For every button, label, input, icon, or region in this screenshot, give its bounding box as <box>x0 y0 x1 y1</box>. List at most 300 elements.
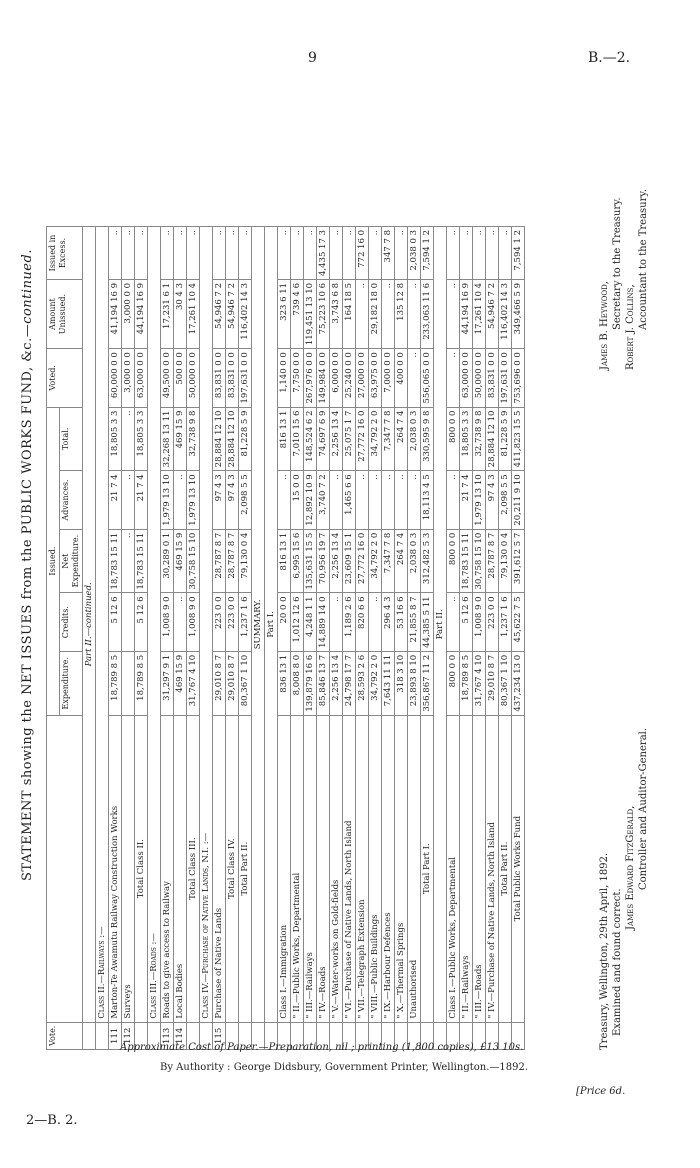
cell-adv: .. <box>278 471 291 529</box>
cell-cr: 1,008 9 0 <box>187 593 200 651</box>
cell-vot: 753,696 0 0 <box>512 349 525 407</box>
rotated-statement <box>20 80 670 1050</box>
cell-tot: 7,010 15 6 <box>291 407 304 471</box>
cell-net: 391,612 5 7 <box>512 529 525 593</box>
cell-exp: 437,234 13 0 <box>512 651 525 715</box>
cell-exc: 4,435 17 3 <box>317 227 330 280</box>
cell-exp: 18,789 8 5 <box>135 651 148 715</box>
item-name: Total Public Works Fund <box>512 715 525 1022</box>
cell-exc: .. <box>473 227 486 280</box>
cell-exc: .. <box>486 227 499 280</box>
cell-net: 2,038 0 3 <box>408 529 421 593</box>
cell-un: 29,182 18 0 <box>369 279 382 348</box>
cell-tot: 28,884 12 10 <box>213 407 226 471</box>
authority-line: By Authority : George Didsbury, Government Printer, Wellington.—1892. <box>160 1062 529 1073</box>
cell-vot: 267,976 0 0 <box>304 349 317 407</box>
table-body <box>83 227 525 1050</box>
cell-vot: 83,831 0 0 <box>226 349 239 407</box>
cell-adv: 97 4 3 <box>486 471 499 529</box>
cell-adv: .. <box>356 471 369 529</box>
cell-vot: 60,000 0 0 <box>109 349 122 407</box>
cell-vot: 63,975 0 0 <box>369 349 382 407</box>
item-name: Total Class II. <box>135 715 148 1022</box>
vote-cell: 111 <box>109 1022 122 1049</box>
cell-adv: .. <box>447 471 460 529</box>
col-excess: Issued in Excess. <box>47 227 83 280</box>
cell-tot: 32,738 9 8 <box>187 407 200 471</box>
table-row <box>473 227 486 1050</box>
cell-adv: 21 7 4 <box>109 471 122 529</box>
cell-cr: 20 0 0 <box>278 593 291 651</box>
cell-vot: 83,831 0 0 <box>486 349 499 407</box>
cell-tot: .. <box>122 407 135 471</box>
cell-un: 323 6 11 <box>278 279 291 348</box>
cell-tot: 2,256 13 4 <box>330 407 343 471</box>
cell-tot: 469 15 9 <box>174 407 187 471</box>
cell-exc: 7,594 1 2 <box>421 227 434 280</box>
cell-net: 800 0 0 <box>447 529 460 593</box>
cell-tot: 34,792 2 0 <box>369 407 382 471</box>
cell-vot: 25,240 0 0 <box>343 349 356 407</box>
heading-text: Part II. <box>434 227 447 1023</box>
cell-exc: .. <box>304 227 317 280</box>
cell-vot: 3,000 0 0 <box>122 349 135 407</box>
table-row <box>304 227 317 1050</box>
section-heading <box>434 227 447 1050</box>
cell-exp: 85,846 13 7 <box>317 651 330 715</box>
cell-net: 312,482 5 3 <box>421 529 434 593</box>
cell-cr: 223 0 0 <box>213 593 226 651</box>
cell-vot: .. <box>447 349 460 407</box>
cell-net: 18,783 15 11 <box>460 529 473 593</box>
cell-adv: .. <box>174 471 187 529</box>
cell-cr: 14,889 14 0 <box>317 593 330 651</box>
cell-un: 3,743 6 8 <box>330 279 343 348</box>
cell-vot: 197,631 0 0 <box>239 349 252 407</box>
table-row <box>291 227 304 1050</box>
col-advances: Advances. <box>60 471 83 529</box>
cell-cr: .. <box>447 593 460 651</box>
cell-net: 135,631 15 5 <box>304 529 317 593</box>
cell-exp: 139,879 16 6 <box>304 651 317 715</box>
cell-un: 116,402 14 3 <box>499 279 512 348</box>
cell-net: 469 15 9 <box>174 529 187 593</box>
cell-exc: .. <box>330 227 343 280</box>
cell-adv: 2,098 5 5 <box>499 471 512 529</box>
cell-net: 28,787 8 7 <box>486 529 499 593</box>
cell-cr: 820 6 6 <box>356 593 369 651</box>
item-name: " VI.—Purchase of Native Lands, North Island <box>343 715 356 1022</box>
cell-tot: 28,884 12 10 <box>486 407 499 471</box>
cell-net: 816 13 1 <box>278 529 291 593</box>
cell-adv: 3,740 7 2 <box>317 471 330 529</box>
cell-cr: .. <box>369 593 382 651</box>
cell-adv: 1,979 13 10 <box>161 471 174 529</box>
cell-un: 739 4 6 <box>291 279 304 348</box>
cell-exp: 836 13 1 <box>278 651 291 715</box>
cell-tot: 32,738 9 8 <box>473 407 486 471</box>
cell-tot: 411,823 15 5 <box>512 407 525 471</box>
cell-un: 3,000 0 0 <box>122 279 135 348</box>
heading-text: Part II.—continued. <box>83 227 96 1023</box>
table-row <box>486 227 499 1050</box>
section-heading <box>96 227 109 1050</box>
cell-tot: 800 0 0 <box>447 407 460 471</box>
cell-vot: 400 0 0 <box>395 349 408 407</box>
cell-un: .. <box>447 279 460 348</box>
cell-exp: 28,593 2 6 <box>356 651 369 715</box>
vote-cell: 113 <box>161 1022 174 1049</box>
cell-vot: 197,631 0 0 <box>499 349 512 407</box>
document-code: B.—2. <box>588 50 631 66</box>
table-row <box>161 227 174 1050</box>
cell-net: 23,609 15 1 <box>343 529 356 593</box>
cell-tot: 28,884 12 10 <box>226 407 239 471</box>
cell-cr: 1,237 1 6 <box>239 593 252 651</box>
cell-exc: .. <box>161 227 174 280</box>
cell-adv: 15 0 0 <box>291 471 304 529</box>
statement-title: STATEMENT showing the NET ISSUES from the PUBLIC WORKS FUND, &c.—continued. <box>20 249 35 881</box>
cell-exc: .. <box>174 227 187 280</box>
cell-exp: 31,297 9 1 <box>161 651 174 715</box>
cell-adv: 97 4 3 <box>213 471 226 529</box>
cell-tot: 7,347 7 8 <box>382 407 395 471</box>
table-row <box>330 227 343 1050</box>
price: [Price 6d. <box>576 1086 626 1097</box>
item-name: Total Part II. <box>499 715 512 1022</box>
cell-vot: 556,065 0 0 <box>421 349 434 407</box>
heading-text: Class II.—Railways :— <box>96 227 109 1023</box>
item-name: Local Bodies <box>174 715 187 1022</box>
cell-vot: 63,000 0 0 <box>135 349 148 407</box>
cell-exc: .. <box>447 227 460 280</box>
cell-vot: 500 0 0 <box>174 349 187 407</box>
cell-net: 6,995 15 6 <box>291 529 304 593</box>
total-row <box>499 227 512 1050</box>
item-name: " IV.—Purchase of Native Lands, North Island <box>486 715 499 1022</box>
item-name: Total Part I. <box>421 715 434 1022</box>
item-name: " II.—Railways <box>460 715 473 1022</box>
item-name: Purchase of Native Lands <box>213 715 226 1022</box>
cell-net: 79,130 0 4 <box>239 529 252 593</box>
cell-adv: .. <box>382 471 395 529</box>
total-row <box>226 227 239 1050</box>
item-name: " II.—Public Works, Departmental <box>291 715 304 1022</box>
item-name: Unauthorised <box>408 715 421 1022</box>
item-name: " IX.—Harbour Defences <box>382 715 395 1022</box>
cell-exc: .. <box>395 227 408 280</box>
table-row <box>395 227 408 1050</box>
item-name: Total Class IV. <box>226 715 239 1022</box>
table-row <box>382 227 395 1050</box>
cell-un: .. <box>382 279 395 348</box>
cell-exp: 29,010 8 7 <box>486 651 499 715</box>
cell-un: 119,451 13 10 <box>304 279 317 348</box>
table-row <box>278 227 291 1050</box>
table-row <box>213 227 226 1050</box>
item-name: Class I.—Public Works, Departmental <box>447 715 460 1022</box>
cell-cr: .. <box>330 593 343 651</box>
section-heading <box>265 227 278 1050</box>
cell-tot: 32,268 13 11 <box>161 407 174 471</box>
item-name: Class I.—Immigration <box>278 715 291 1022</box>
cell-exp: 80,367 1 10 <box>499 651 512 715</box>
cell-cr: 21,855 8 7 <box>408 593 421 651</box>
cell-un: 75,223 10 6 <box>317 279 330 348</box>
cell-un: 349,466 5 9 <box>512 279 525 348</box>
cell-adv: .. <box>408 471 421 529</box>
col-voted: Voted. <box>47 349 83 407</box>
cell-vot: 27,000 0 0 <box>356 349 369 407</box>
cell-adv: 97 4 3 <box>226 471 239 529</box>
item-name: " V.—Water-works on Gold-fields <box>330 715 343 1022</box>
cell-exc: .. <box>239 227 252 280</box>
cell-cr: 4,248 1 1 <box>304 593 317 651</box>
cell-adv: .. <box>122 471 135 529</box>
cell-exc: .. <box>135 227 148 280</box>
cell-exc: .. <box>122 227 135 280</box>
cell-vot: 83,831 0 0 <box>213 349 226 407</box>
cell-exp: 7,643 11 11 <box>382 651 395 715</box>
col-total: Total. <box>60 407 83 471</box>
cell-un: 164 18 5 <box>343 279 356 348</box>
cell-tot: 264 7 4 <box>395 407 408 471</box>
heading-text: Class IV.—Purchase of Native Lands, N.I. :— <box>200 227 213 1023</box>
item-name: Total Class III. <box>187 715 200 1022</box>
cell-un: 135 12 8 <box>395 279 408 348</box>
cell-adv: 21 7 4 <box>135 471 148 529</box>
col-unissued: Amount Unissued. <box>47 279 83 348</box>
cell-exp: 24,798 17 7 <box>343 651 356 715</box>
col-name <box>47 715 83 1022</box>
cell-tot: 18,805 3 3 <box>460 407 473 471</box>
cell-tot: 74,697 6 9 <box>317 407 330 471</box>
cost-note: Approximate Cost of Paper.—Preparation, nil ; printing (1,800 copies), £13 10s. <box>120 1042 524 1053</box>
cell-exp: 23,893 8 10 <box>408 651 421 715</box>
cell-exp: 469 15 9 <box>174 651 187 715</box>
statement-table <box>46 226 525 1050</box>
cell-vot: 7,750 0 0 <box>291 349 304 407</box>
section-heading <box>148 227 161 1050</box>
cell-net: 264 7 4 <box>395 529 408 593</box>
cell-cr: 5 12 6 <box>109 593 122 651</box>
cell-exc: .. <box>369 227 382 280</box>
cell-un: 17,231 6 1 <box>161 279 174 348</box>
cell-adv: .. <box>395 471 408 529</box>
table-row <box>109 227 122 1050</box>
cell-tot: 25,075 1 7 <box>343 407 356 471</box>
cell-cr: 1,237 1 6 <box>499 593 512 651</box>
cell-cr: 53 16 6 <box>395 593 408 651</box>
cell-un: 233,063 11 6 <box>421 279 434 348</box>
cell-exc: 7,594 1 2 <box>512 227 525 280</box>
cell-exp <box>122 651 135 715</box>
cell-vot: .. <box>408 349 421 407</box>
cell-adv: 1,979 13 10 <box>473 471 486 529</box>
col-credits: Credits. <box>60 593 83 651</box>
cell-exc: .. <box>213 227 226 280</box>
total-row <box>187 227 200 1050</box>
table-row <box>343 227 356 1050</box>
signature-right: James B. Heywood, Secretary to the Treasury. Robert J. Collins, Accountant to the Treasury. <box>599 189 649 370</box>
cell-exc: .. <box>109 227 122 280</box>
total-row <box>421 227 434 1050</box>
cell-exp: 18,789 8 5 <box>460 651 473 715</box>
vote-cell: 112 <box>122 1022 135 1049</box>
col-vote: Vote. <box>47 1022 83 1049</box>
section-heading <box>252 227 265 1050</box>
cell-vot: 50,000 0 0 <box>187 349 200 407</box>
cell-net: 18,783 15 11 <box>109 529 122 593</box>
cell-net: 30,758 15 10 <box>473 529 486 593</box>
cell-exc: .. <box>226 227 239 280</box>
table-row <box>447 227 460 1050</box>
cell-adv: 20,211 9 10 <box>512 471 525 529</box>
cell-un: 54,946 7 2 <box>486 279 499 348</box>
cell-net: 28,787 8 7 <box>213 529 226 593</box>
heading-text: SUMMARY. <box>252 227 265 1023</box>
cell-vot: 149,984 0 0 <box>317 349 330 407</box>
cell-un: 30 4 3 <box>174 279 187 348</box>
cell-un: 54,946 7 2 <box>213 279 226 348</box>
cell-cr: 223 0 0 <box>226 593 239 651</box>
heading-text: Part I. <box>265 227 278 1023</box>
cell-vot: 1,140 0 0 <box>278 349 291 407</box>
cell-tot: 81,228 5 9 <box>499 407 512 471</box>
item-name: " III.—Roads <box>473 715 486 1022</box>
table-row <box>408 227 421 1050</box>
cell-exc: .. <box>343 227 356 280</box>
table-row <box>369 227 382 1050</box>
cell-adv: 2,098 5 5 <box>239 471 252 529</box>
cell-tot: 148,524 6 2 <box>304 407 317 471</box>
cell-exc: .. <box>278 227 291 280</box>
cell-net: .. <box>122 529 135 593</box>
cell-exp: 31,767 4 10 <box>187 651 200 715</box>
cell-net: 34,792 2 0 <box>369 529 382 593</box>
cell-exc: .. <box>187 227 200 280</box>
table-row <box>356 227 369 1050</box>
cell-cr: 1,189 2 6 <box>343 593 356 651</box>
section-heading <box>200 227 213 1050</box>
vote-cell: 114 <box>174 1022 187 1049</box>
table-row <box>460 227 473 1050</box>
table-row <box>317 227 330 1050</box>
item-name: " IV.—Roads <box>317 715 330 1022</box>
cell-exp: 356,867 11 2 <box>421 651 434 715</box>
cell-exp: 31,767 4 10 <box>473 651 486 715</box>
bottom-code: 2—B. 2. <box>26 1113 78 1128</box>
item-name: " X.—Thermal Springs <box>395 715 408 1022</box>
item-name: " III.—Railways <box>304 715 317 1022</box>
cell-un: 44,194 16 9 <box>135 279 148 348</box>
total-row <box>512 227 525 1050</box>
cell-cr: 5 12 6 <box>460 593 473 651</box>
cell-tot: 18,805 3 3 <box>109 407 122 471</box>
cell-adv: 1,979 13 10 <box>187 471 200 529</box>
cell-exc: 2,038 0 3 <box>408 227 421 280</box>
signature-left: Treasury, Wellington, 29th April, 1892. Examined and found correct. James Edward FitzGerald, Controller and Auditor-General. <box>599 727 649 1050</box>
cell-cr: 223 0 0 <box>486 593 499 651</box>
cell-tot: 81,228 5 9 <box>239 407 252 471</box>
cell-vot: 63,000 0 0 <box>460 349 473 407</box>
item-name: Roads to give access to Railway <box>161 715 174 1022</box>
cell-un: 44,194 16 9 <box>460 279 473 348</box>
cell-adv: 12,892 10 9 <box>304 471 317 529</box>
cell-cr: 44,385 5 11 <box>421 593 434 651</box>
cell-un: 54,946 7 2 <box>226 279 239 348</box>
cell-un: 41,194 16 9 <box>109 279 122 348</box>
cell-cr <box>122 593 135 651</box>
col-net: Net Expenditure. <box>60 529 83 593</box>
col-issued: Issued. <box>47 407 60 715</box>
cell-cr: 45,622 7 5 <box>512 593 525 651</box>
item-name: Marton-Te Awamutu Railway Construction Works <box>109 715 122 1022</box>
cell-un: 17,261 10 4 <box>473 279 486 348</box>
cell-tot: 816 13 1 <box>278 407 291 471</box>
cell-vot: 7,000 0 0 <box>382 349 395 407</box>
cell-net: 2,256 13 4 <box>330 529 343 593</box>
cell-tot: 330,595 9 8 <box>421 407 434 471</box>
cell-exp: 800 0 0 <box>447 651 460 715</box>
cell-cr: .. <box>174 593 187 651</box>
cell-un: .. <box>408 279 421 348</box>
cell-exp: 80,367 1 10 <box>239 651 252 715</box>
total-row <box>239 227 252 1050</box>
col-expenditure: Expenditure. <box>60 651 83 715</box>
item-name: " VIII.—Public Buildings <box>369 715 382 1022</box>
cell-exp: 18,789 8 5 <box>109 651 122 715</box>
cell-tot: 27,772 16 0 <box>356 407 369 471</box>
cell-exp: 29,010 8 7 <box>226 651 239 715</box>
cell-adv: .. <box>369 471 382 529</box>
cell-exc: .. <box>291 227 304 280</box>
cell-exc: 772 16 0 <box>356 227 369 280</box>
cell-un: 116,402 14 3 <box>239 279 252 348</box>
cell-tot: 2,038 0 3 <box>408 407 421 471</box>
table-row <box>122 227 135 1050</box>
cell-exp: 8,008 8 0 <box>291 651 304 715</box>
vote-cell: 115 <box>213 1022 226 1049</box>
cell-exp: 318 3 10 <box>395 651 408 715</box>
section-heading <box>83 227 96 1050</box>
cell-un: 17,261 10 4 <box>187 279 200 348</box>
cell-tot: 18,805 3 3 <box>135 407 148 471</box>
cell-net: 30,758 15 10 <box>187 529 200 593</box>
cell-net: 28,787 8 7 <box>226 529 239 593</box>
cell-cr: 1,008 9 0 <box>473 593 486 651</box>
cell-exc: .. <box>460 227 473 280</box>
cell-vot: 50,000 0 0 <box>473 349 486 407</box>
cell-adv: 21 7 4 <box>460 471 473 529</box>
item-name: Total Part II. <box>239 715 252 1022</box>
cell-net: 18,783 15 11 <box>135 529 148 593</box>
cell-net: 7,347 7 8 <box>382 529 395 593</box>
cell-exp: 2,256 13 4 <box>330 651 343 715</box>
total-row <box>135 227 148 1050</box>
cell-net: 79,130 0 4 <box>499 529 512 593</box>
cell-exp: 29,010 8 7 <box>213 651 226 715</box>
cell-exc: 347 7 8 <box>382 227 395 280</box>
item-name: " VII.—Telegraph Extension <box>356 715 369 1022</box>
cell-adv: 18,113 4 5 <box>421 471 434 529</box>
cell-un: .. <box>356 279 369 348</box>
cell-exc: .. <box>499 227 512 280</box>
page-number: 9 <box>308 50 317 66</box>
table-row <box>174 227 187 1050</box>
cell-vot: 49,500 0 0 <box>161 349 174 407</box>
item-name: Surveys <box>122 715 135 1022</box>
